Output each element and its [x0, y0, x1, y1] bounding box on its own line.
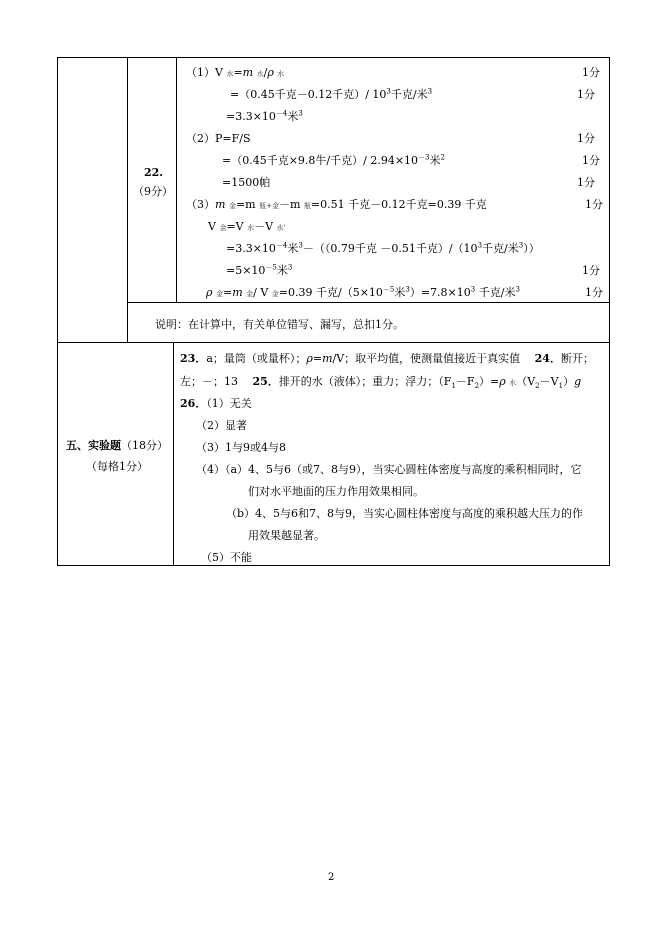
- answer-line-1: 23．a；量筒（或量杯）；ρ=m/V；取平均值，使测量值接近于真实值 24．断开；: [180, 352, 594, 365]
- q22-points: （9分）: [133, 185, 173, 198]
- row-divider-note: [127, 302, 610, 303]
- table-border-right: [609, 57, 610, 566]
- q22-row-2-points: 1分: [577, 88, 595, 101]
- q22-note: 说明：在计算中，有关单位错写、漏写，总扣1分。: [155, 318, 404, 331]
- section5-title-points: （18分）: [121, 439, 168, 452]
- answer-line-3: 26．（1）无关: [180, 397, 252, 410]
- section5-subtitle: （每格1分）: [86, 460, 148, 473]
- q22-row-9: $=3.3\times 10^{-4}$米$^3$－（（0.79千克 －0.51千克）$/(10^3$千克/米$^3$））: [226, 241, 540, 255]
- q22-row-11-points: 1分: [585, 286, 603, 299]
- q22-row-5-points: 1分: [582, 154, 600, 167]
- column-divider-q22-outer: [127, 57, 128, 343]
- answer-line-8: （b）4、5与6和7、8与9，当实心圆柱体密度与高度的乘积越大压力的作: [226, 507, 584, 520]
- q22-row-2: =（0.45千克－0.12千克）/ $10^3$千克/米$^3$: [230, 87, 433, 101]
- q22-row-11: ρ 金=m 金/ V 金=0.39 千克$/(5\times 10^{-5}$米$^3)=7.8\times 10^3$ 千克/米$^3$: [206, 285, 520, 299]
- q22-row-5: =（0.45千克×9.8牛/千克）/ $2.94\times 10^{-3}$米$^2$: [222, 153, 445, 167]
- q22-row-4-points: 1分: [577, 132, 595, 145]
- q22-row-10: $=5\times 10^{-5}$米$^3$: [226, 263, 293, 277]
- section5-title: [66, 440, 168, 451]
- table-border-bottom: [57, 565, 610, 566]
- answer-line-2: 左；－；13 25．排开的水（液体）；重力；浮力；$(F_1-F_2)=\rho$ 水$(V_2-V_1)g$: [180, 375, 582, 391]
- table-border-top: [57, 57, 610, 58]
- row-divider-section5: [57, 342, 610, 343]
- section5-title-text: 五、实验题: [66, 439, 121, 452]
- answer-line-6: （4）（a）4、5与6（或7、8与9），当实心圆柱体密度与高度的乘积相同时，它: [196, 463, 582, 476]
- answer-line-5: （3）1与9或4与8: [196, 441, 286, 454]
- page-number: 2: [328, 872, 335, 883]
- answer-line-9: 用效果越显著。: [248, 529, 325, 542]
- answer-line-10: （5）不能: [201, 551, 252, 564]
- q22-row-10-points: 1分: [582, 264, 600, 277]
- q22-row-6-points: 1分: [577, 176, 595, 189]
- q22-label: 22.: [144, 166, 164, 179]
- column-divider-section5: [173, 342, 174, 566]
- q22-row-3: $=3.3\times 10^{-4}$米$^3$: [226, 109, 303, 123]
- q22-row-1-points: 1分: [582, 66, 600, 79]
- q22-row-4: （2）P=F/S: [186, 132, 251, 145]
- q22-row-7: （3）m 金=m 瓶+金－m 瓶=0.51 千克－0.12千克=0.39 千克: [186, 198, 487, 211]
- q22-row-8: V 金=V 水－V 水': [208, 220, 286, 233]
- answer-line-7: 们对水平地面的压力作用效果相同。: [248, 485, 424, 498]
- column-divider-q22-inner: [176, 57, 177, 303]
- table-border-left: [57, 57, 58, 566]
- q22-row-1: （1）V 水=m 水/ρ 水: [186, 66, 285, 79]
- q22-row-6: =1500帕: [222, 176, 271, 189]
- answer-line-4: （2）显著: [196, 419, 247, 432]
- q22-row-7-points: 1分: [585, 198, 603, 211]
